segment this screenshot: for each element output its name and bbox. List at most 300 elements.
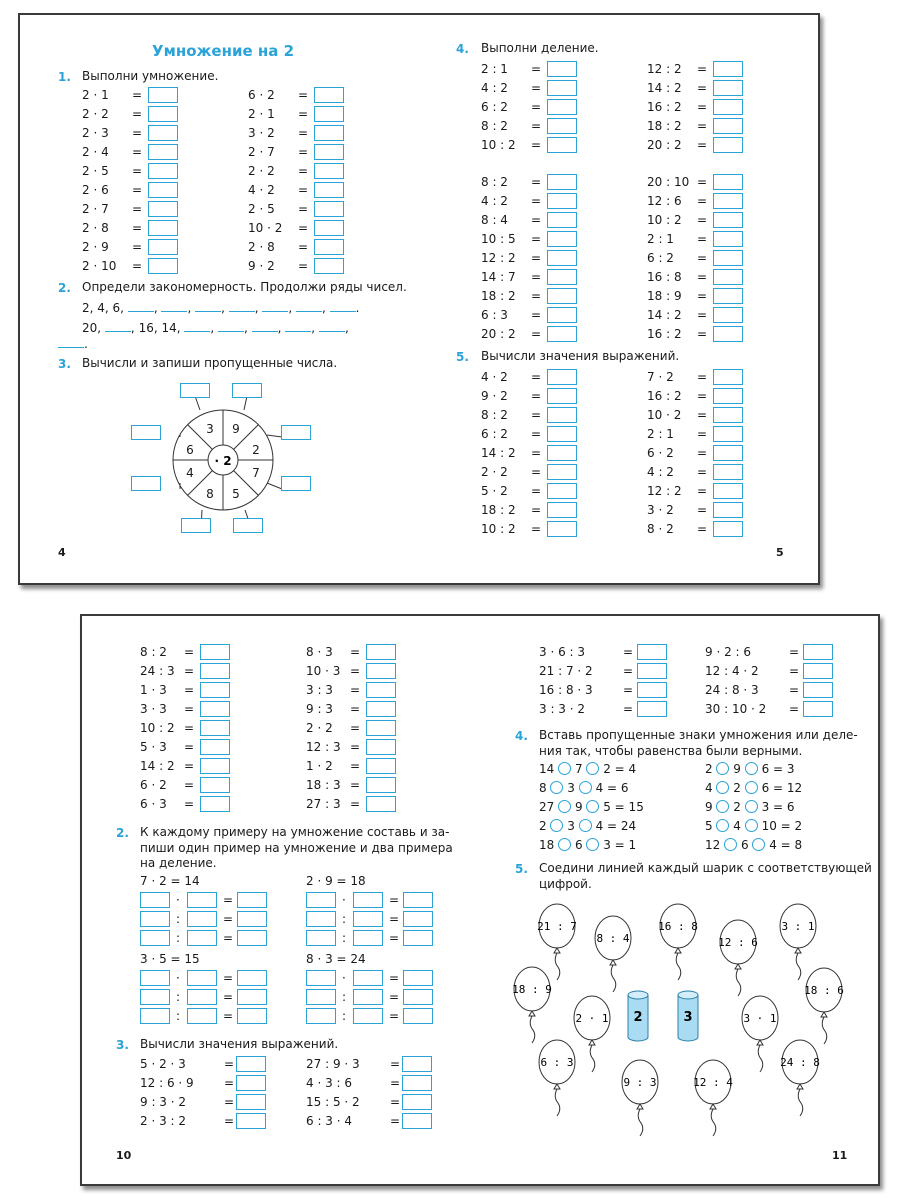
answer-box[interactable] (200, 796, 230, 812)
balloon[interactable] (780, 1040, 820, 1116)
answer-box[interactable] (236, 1113, 266, 1129)
operand: 2 (733, 800, 741, 814)
expression: 18 : 2 (481, 503, 516, 517)
answer-box[interactable] (314, 106, 344, 122)
equals-sign: = (697, 522, 708, 536)
expression: 6 · 3 (140, 797, 167, 811)
wheel-answer-box[interactable] (180, 383, 210, 398)
blank[interactable] (285, 321, 311, 332)
balloon[interactable] (693, 1060, 733, 1136)
task-text-line: пиши один пример на умножение и два примера (140, 841, 453, 855)
equals-sign: = (531, 308, 542, 322)
expression: 8 : 2 (481, 408, 508, 422)
answer-box[interactable] (306, 930, 336, 946)
blank[interactable] (105, 321, 131, 332)
equals-sign: = (531, 289, 542, 303)
task-number: 2. (58, 281, 71, 295)
answer-box[interactable] (306, 989, 336, 1005)
expression: 4 · 2 (481, 370, 508, 384)
equals-sign: = (390, 1095, 401, 1109)
answer-box[interactable] (713, 426, 743, 442)
digit-cylinder[interactable] (628, 991, 648, 1041)
sign-circle[interactable] (716, 800, 729, 813)
equals-sign: = (350, 778, 361, 792)
task-text: Определи закономерность. Продолжи ряды чисел. (82, 280, 407, 294)
answer-box[interactable] (547, 250, 577, 266)
operand: 2 (539, 819, 547, 833)
equals-sign: = (697, 327, 708, 341)
answer-box[interactable] (306, 1008, 336, 1024)
expression: 2 · 4 (82, 145, 109, 159)
expression-row (306, 681, 406, 700)
answer-box[interactable] (200, 758, 230, 774)
answer-box[interactable] (713, 407, 743, 423)
operand-result: 5 = 15 (603, 800, 644, 814)
blank[interactable] (218, 321, 244, 332)
blank[interactable] (330, 301, 356, 312)
answer-box[interactable] (366, 682, 396, 698)
answer-box[interactable] (403, 892, 433, 908)
task-number: 4. (515, 729, 528, 743)
answer-box[interactable] (402, 1056, 432, 1072)
sign-circle[interactable] (586, 762, 599, 775)
answer-box[interactable] (200, 739, 230, 755)
wheel-answer-box[interactable] (181, 518, 211, 533)
equals-sign: = (389, 990, 400, 1004)
answer-box[interactable] (237, 1008, 267, 1024)
answer-box[interactable] (314, 182, 344, 198)
answer-box[interactable] (713, 193, 743, 209)
answer-box[interactable] (148, 144, 178, 160)
answer-box[interactable] (713, 61, 743, 77)
expression: 2 · 7 (248, 145, 275, 159)
answer-box[interactable] (187, 1008, 217, 1024)
equation-row (539, 762, 636, 776)
answer-box[interactable] (547, 137, 577, 153)
task-number: 5. (515, 862, 528, 876)
expression: 2 · 2 (82, 107, 109, 121)
equals-sign: = (298, 126, 309, 140)
answer-box[interactable] (713, 502, 743, 518)
answer-box[interactable] (353, 930, 383, 946)
balloon[interactable] (804, 968, 844, 1044)
answer-box[interactable] (547, 118, 577, 134)
equals-sign: = (697, 138, 708, 152)
answer-box[interactable] (187, 989, 217, 1005)
expression-row (647, 387, 747, 406)
equals-sign: = (224, 1076, 235, 1090)
expression: 14 : 2 (647, 308, 682, 322)
answer-box[interactable] (200, 644, 230, 660)
wheel-answer-box[interactable] (281, 476, 311, 491)
expression: 3 · 2 (647, 503, 674, 517)
answer-box[interactable] (713, 99, 743, 115)
answer-box[interactable] (403, 930, 433, 946)
expression: 5 · 2 (481, 484, 508, 498)
expression: 6 · 2 (248, 88, 275, 102)
answer-box[interactable] (200, 701, 230, 717)
balloon[interactable] (718, 920, 758, 996)
blank[interactable] (184, 321, 210, 332)
expression-row (82, 162, 182, 181)
sign-circle[interactable] (579, 781, 592, 794)
expression: 9 · 2 (248, 259, 275, 273)
answer-box[interactable] (236, 1075, 266, 1091)
operator-sign: : (342, 1009, 347, 1023)
sign-circle[interactable] (745, 762, 758, 775)
expression-row (248, 219, 348, 238)
answer-box[interactable] (187, 930, 217, 946)
answer-box[interactable] (187, 970, 217, 986)
balloon-label: 16 : 8 (658, 920, 698, 933)
answer-box[interactable] (366, 739, 396, 755)
operand: 7 (574, 762, 583, 776)
answer-box[interactable] (314, 239, 344, 255)
answer-box[interactable] (314, 201, 344, 217)
answer-box[interactable] (140, 1008, 170, 1024)
sign-circle[interactable] (716, 819, 729, 832)
answer-box[interactable] (353, 892, 383, 908)
expression-row (481, 192, 581, 211)
answer-box[interactable] (148, 87, 178, 103)
answer-box[interactable] (547, 445, 577, 461)
sign-circle[interactable] (586, 838, 599, 851)
answer-box[interactable] (314, 87, 344, 103)
sign-circle[interactable] (752, 838, 765, 851)
answer-box[interactable] (547, 521, 577, 537)
expression-row (248, 257, 348, 276)
answer-box[interactable] (140, 911, 170, 927)
answer-box[interactable] (314, 220, 344, 236)
answer-box[interactable] (713, 464, 743, 480)
answer-box[interactable] (366, 644, 396, 660)
answer-box[interactable] (200, 682, 230, 698)
equals-sign: = (350, 759, 361, 773)
answer-box[interactable] (237, 970, 267, 986)
answer-box[interactable] (140, 989, 170, 1005)
answer-box[interactable] (314, 144, 344, 160)
expression-row (481, 501, 581, 520)
answer-box[interactable] (187, 911, 217, 927)
answer-box[interactable] (713, 288, 743, 304)
answer-box[interactable] (713, 307, 743, 323)
answer-box[interactable] (148, 220, 178, 236)
answer-box[interactable] (140, 930, 170, 946)
sign-circle[interactable] (550, 819, 563, 832)
answer-box[interactable] (187, 892, 217, 908)
answer-box[interactable] (403, 970, 433, 986)
wheel-answer-box[interactable] (281, 425, 311, 440)
equals-sign: = (697, 427, 708, 441)
answer-box[interactable] (314, 163, 344, 179)
expression: 14 : 2 (647, 81, 682, 95)
answer-box[interactable] (200, 663, 230, 679)
answer-box[interactable] (200, 720, 230, 736)
equals-sign: = (132, 126, 143, 140)
answer-box[interactable] (547, 174, 577, 190)
answer-box[interactable] (803, 644, 833, 660)
equals-sign: = (697, 213, 708, 227)
balloon[interactable] (537, 904, 577, 980)
answer-box[interactable] (803, 682, 833, 698)
equals-sign: = (350, 645, 361, 659)
blank[interactable] (252, 321, 278, 332)
answer-box[interactable] (803, 701, 833, 717)
answer-box[interactable] (353, 1008, 383, 1024)
expression-row (140, 1093, 280, 1112)
answer-box[interactable] (713, 269, 743, 285)
sign-circle[interactable] (716, 762, 729, 775)
balloon[interactable] (574, 996, 610, 1072)
answer-box[interactable] (547, 99, 577, 115)
sequence-row-1: 2, 4, 6, , , , , , , . (82, 301, 360, 315)
given-example: 7 · 2 = 14 (140, 874, 200, 888)
answer-box[interactable] (547, 483, 577, 499)
answer-box[interactable] (547, 502, 577, 518)
equals-sign: = (697, 308, 708, 322)
expression: 2 : 1 (481, 62, 508, 76)
answer-box[interactable] (547, 307, 577, 323)
answer-box[interactable] (803, 663, 833, 679)
answer-box[interactable] (366, 663, 396, 679)
answer-box[interactable] (366, 701, 396, 717)
answer-box[interactable] (148, 106, 178, 122)
blank[interactable] (229, 301, 255, 312)
expression-row (481, 98, 581, 117)
answer-box[interactable] (547, 464, 577, 480)
equals-sign: = (697, 251, 708, 265)
answer-box[interactable] (366, 796, 396, 812)
expression-row (306, 719, 406, 738)
answer-box[interactable] (366, 758, 396, 774)
expression: 2 · 7 (82, 202, 109, 216)
expression-row (306, 776, 406, 795)
expression-row (647, 444, 747, 463)
expression-row (481, 211, 581, 230)
equals-sign: = (531, 213, 542, 227)
page-number: 4 (58, 546, 66, 559)
answer-box[interactable] (713, 326, 743, 342)
answer-box[interactable] (547, 326, 577, 342)
task-text: Вычисли значения выражений. (140, 1037, 339, 1051)
answer-box[interactable] (402, 1094, 432, 1110)
answer-box[interactable] (713, 483, 743, 499)
expression-row (481, 306, 581, 325)
answer-box[interactable] (236, 1056, 266, 1072)
expression-row (248, 162, 348, 181)
sequence-mid: 16, 14, (138, 321, 181, 335)
answer-box[interactable] (148, 201, 178, 217)
answer-box[interactable] (314, 258, 344, 274)
answer-box[interactable] (237, 911, 267, 927)
answer-box[interactable] (637, 701, 667, 717)
equals-sign: = (697, 465, 708, 479)
balloon[interactable] (622, 1060, 658, 1136)
answer-box[interactable] (306, 970, 336, 986)
answer-box[interactable] (402, 1075, 432, 1091)
expression-row (647, 117, 747, 136)
operand: 12 (705, 838, 721, 852)
sign-circle[interactable] (745, 819, 758, 832)
equals-sign: = (531, 138, 542, 152)
expression: 14 : 2 (481, 446, 516, 460)
expression-row (481, 387, 581, 406)
blank[interactable] (58, 337, 84, 348)
operator-sign: : (176, 912, 181, 926)
wheel-segment: 3 (206, 422, 214, 436)
wheel-answer-box[interactable] (232, 383, 262, 398)
equals-sign: = (697, 100, 708, 114)
answer-box[interactable] (403, 1008, 433, 1024)
blank[interactable] (128, 301, 154, 312)
answer-box[interactable] (140, 970, 170, 986)
answer-box[interactable] (637, 644, 667, 660)
answer-box[interactable] (314, 125, 344, 141)
wheel-answer-box[interactable] (233, 518, 263, 533)
answer-box[interactable] (547, 407, 577, 423)
expression: 10 : 2 (647, 213, 682, 227)
balloon[interactable] (595, 916, 631, 992)
blank[interactable] (296, 301, 322, 312)
answer-box[interactable] (402, 1113, 432, 1129)
expression-row (705, 662, 845, 681)
sign-circle[interactable] (579, 819, 592, 832)
expression-row (647, 482, 747, 501)
answer-box[interactable] (713, 212, 743, 228)
column-expr-b (306, 1055, 446, 1131)
balloon[interactable] (539, 1040, 575, 1116)
sign-circle[interactable] (716, 781, 729, 794)
answer-box[interactable] (353, 989, 383, 1005)
balloon[interactable] (512, 967, 552, 1043)
answer-box[interactable] (713, 174, 743, 190)
equals-sign: = (132, 240, 143, 254)
answer-box[interactable] (637, 682, 667, 698)
answer-box[interactable] (547, 288, 577, 304)
equals-sign: = (184, 797, 195, 811)
answer-box[interactable] (237, 930, 267, 946)
answer-box[interactable] (403, 989, 433, 1005)
expression-row (140, 1074, 280, 1093)
answer-box[interactable] (148, 239, 178, 255)
expression-row (481, 249, 581, 268)
expression: 4 · 3 : 6 (306, 1076, 353, 1090)
balloon[interactable] (742, 996, 778, 1072)
sign-circle[interactable] (550, 781, 563, 794)
equals-sign: = (531, 484, 542, 498)
answer-box[interactable] (237, 989, 267, 1005)
answer-box[interactable] (713, 80, 743, 96)
operand: 3 (567, 781, 575, 795)
answer-box[interactable] (547, 212, 577, 228)
expression: 2 : 1 (647, 232, 674, 246)
wheel-answer-box[interactable] (131, 425, 161, 440)
column-top-b (306, 643, 406, 814)
equals-sign: = (298, 145, 309, 159)
expression: 14 : 7 (481, 270, 516, 284)
answer-box[interactable] (148, 182, 178, 198)
expression: 18 : 2 (481, 289, 516, 303)
answer-box[interactable] (547, 80, 577, 96)
digit-cylinder[interactable] (678, 991, 698, 1041)
answer-box[interactable] (547, 231, 577, 247)
answer-box[interactable] (713, 118, 743, 134)
operand: 9 (733, 762, 741, 776)
sign-circle[interactable] (724, 838, 737, 851)
expression-row (647, 463, 747, 482)
wheel-answer-box[interactable] (131, 476, 161, 491)
answer-box[interactable] (353, 970, 383, 986)
answer-box[interactable] (547, 369, 577, 385)
sign-circle[interactable] (558, 800, 571, 813)
answer-box[interactable] (637, 663, 667, 679)
answer-box[interactable] (547, 269, 577, 285)
expression-row (306, 700, 406, 719)
answer-box[interactable] (547, 388, 577, 404)
blank[interactable] (319, 321, 345, 332)
answer-box[interactable] (200, 777, 230, 793)
balloon[interactable] (780, 904, 816, 980)
sign-circle[interactable] (558, 838, 571, 851)
blank[interactable] (262, 301, 288, 312)
expression-row (647, 136, 747, 155)
sign-circle[interactable] (745, 800, 758, 813)
answer-box[interactable] (547, 193, 577, 209)
answer-box[interactable] (403, 911, 433, 927)
operand-result: 4 = 8 (769, 838, 803, 852)
equals-sign: = (531, 522, 542, 536)
equals-sign: = (224, 1114, 235, 1128)
balloon-matching (502, 892, 862, 1142)
sign-circle[interactable] (586, 800, 599, 813)
answer-box[interactable] (713, 388, 743, 404)
answer-box[interactable] (713, 231, 743, 247)
answer-box[interactable] (713, 521, 743, 537)
expression: 10 · 2 (248, 221, 283, 235)
blank[interactable] (161, 301, 187, 312)
answer-box[interactable] (148, 258, 178, 274)
sequence-row-2: 20, , 16, 14, , , , , , (82, 321, 349, 335)
equals-sign: = (531, 81, 542, 95)
answer-box[interactable] (366, 777, 396, 793)
operand: 18 (539, 838, 555, 852)
balloon[interactable] (658, 904, 698, 980)
blank[interactable] (195, 301, 221, 312)
answer-box[interactable] (713, 137, 743, 153)
answer-box[interactable] (547, 61, 577, 77)
answer-box[interactable] (306, 911, 336, 927)
sign-circle[interactable] (558, 762, 571, 775)
expression-row (140, 719, 240, 738)
answer-box[interactable] (366, 720, 396, 736)
answer-box[interactable] (140, 892, 170, 908)
expression: 10 : 2 (140, 721, 175, 735)
sign-circle[interactable] (745, 781, 758, 794)
answer-box[interactable] (237, 892, 267, 908)
digit-label: 2 (633, 1010, 643, 1025)
answer-box[interactable] (148, 125, 178, 141)
equals-sign: = (390, 1076, 401, 1090)
answer-box[interactable] (713, 445, 743, 461)
answer-box[interactable] (713, 369, 743, 385)
answer-box[interactable] (353, 911, 383, 927)
answer-box[interactable] (236, 1094, 266, 1110)
answer-box[interactable] (713, 250, 743, 266)
answer-box[interactable] (306, 892, 336, 908)
answer-box[interactable] (148, 163, 178, 179)
answer-box[interactable] (547, 426, 577, 442)
expression: 14 : 2 (140, 759, 175, 773)
